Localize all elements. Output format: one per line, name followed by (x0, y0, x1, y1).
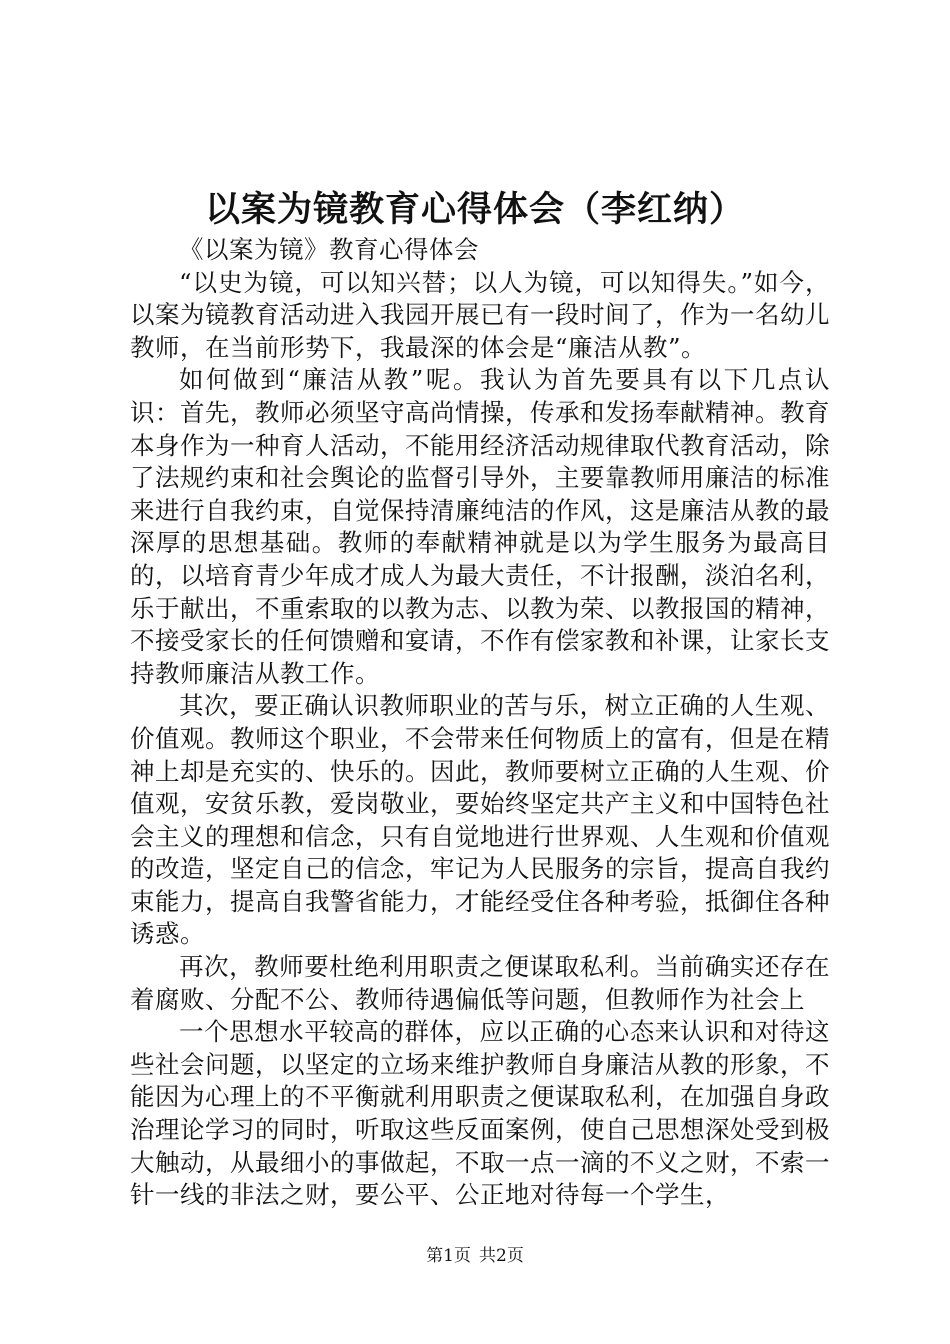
paragraph: 一个思想水平较高的群体，应以正确的心态来认识和对待这些社会问题，以坚定的立场来维护教师自身廉洁从教的形象，不能因为心理上的不平衡就利用职责之便谋取私利，在加强自身政治理论学习的同时，听取这些反面案例，使自己思想深处受到极大触动，从最细小的事做起，不取一点一滴的不义之财，不索一针一线的非法之财，要公平、公正地对待每一个学生， (130, 1017, 830, 1210)
document-title: 以案为镜教育心得体会（李红纳） (204, 190, 745, 230)
document-subtitle: 《以案为镜》教育心得体会 (179, 235, 479, 264)
page-total: 共2页 (479, 1246, 524, 1266)
document-body (130, 234, 830, 1212)
paragraph: 再次，教师要杜绝利用职责之便谋取私利。当前确实还存在着腐败、分配不公、教师待遇偏低等问题，但教师作为社会上 (130, 952, 830, 1014)
paragraph: 如何做到“廉洁从教”呢。我认为首先要具有以下几点认识：首先，教师必须坚守高尚情操，传承和发扬奉献精神。教育本身作为一种育人活动，不能用经济活动规律取代教育活动，除了法规约束和社会舆论的监督引导外，主要靠教师用廉洁的标准来进行自我约束，自觉保持清廉纯洁的作风，这是廉洁从教的最深厚的思想基础。教师的奉献精神就是以为学生服务为最高目的，以培育青少年成才成人为最大责任，不计报酬，淡泊名利，乐于献出，不重索取的以教为志、以教为荣、以教报国的精神，不接受家长的任何馈赠和宴请，不作有偿家教和补课，让家长支持教师廉洁从教工作。 (130, 365, 830, 688)
paragraph: “以史为镜，可以知兴替；以人为镜，可以知得失。”如今，以案为镜教育活动进入我园开展已有一段时间了，作为一名幼儿教师，在当前形势下，我最深的体会是“廉洁从教”。 (130, 267, 830, 362)
page-number: 第1页 (426, 1246, 471, 1266)
paragraph: 其次，要正确认识教师职业的苦与乐，树立正确的人生观、价值观。教师这个职业，不会带来任何物质上的富有，但是在精神上却是充实的、快乐的。因此，教师要树立正确的人生观、价值观，安贫乐教，爱岗敬业，要始终坚定共产主义和中国特色社会主义的理想和信念，只有自觉地进行世界观、人生观和价值观的改造，坚定自己的信念，牢记为人民服务的宗旨，提高自我约束能力，提高自我警省能力，才能经受住各种考验，抵御住各种诱惑。 (130, 691, 830, 949)
page-footer (0, 1244, 950, 1268)
